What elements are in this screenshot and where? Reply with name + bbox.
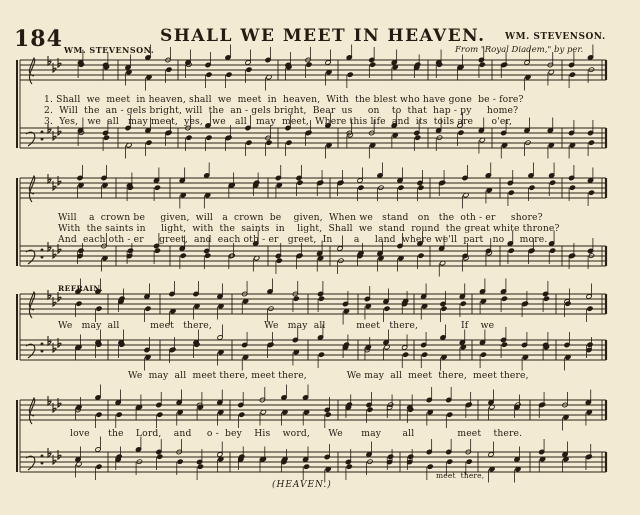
footer-credit: (HEAVEN.) <box>272 480 332 490</box>
refrain-lyric-line1: We may all meet there, We may all meet there, If we <box>58 320 495 331</box>
page-number: 184 <box>14 26 63 52</box>
composer-credit-left: WM. STEVENSON. <box>64 45 155 55</box>
refrain-label: REFRAIN. <box>58 284 104 293</box>
source-credit: From "Royal Diadem," by per. <box>455 45 584 55</box>
hymn-title: SHALL WE MEET IN HEAVEN. <box>160 26 486 46</box>
refrain-lyric-line3: love the Lord, and o - bey His word, We may all meet there. <box>70 428 523 439</box>
refrain-lyric-line2: We may all meet there, meet there, We may all meet there, meet there, <box>128 370 529 381</box>
lyric-system1-verse1: 1. Shall we meet in heaven, shall we meet in heaven, With the blest who have gone be - fore? <box>44 94 524 105</box>
lyric-system2-verse1: Will a crown be given, will a crown be given, When we stand on the oth - er shore? <box>58 212 543 223</box>
refrain-lyric-line4: meet there, <box>436 471 485 480</box>
lyric-system2-verse3: And each oth - er greet, and each oth - er greet, In a land where we'll part no more. <box>58 234 548 245</box>
lyric-system1-verse2: 2. Will the an - gels bright, will the an - gels bright, Bear us on to that hap - py home? <box>44 105 519 116</box>
composer-credit-right: WM. STEVENSON. <box>505 32 606 42</box>
lyric-system2-verse2: With the saints in light, with the saints in light, Shall we stand round the great white throne? <box>58 223 560 234</box>
lyric-system1-verse3: 3. Yes, we all may meet, yes, we all may meet, Where this life and its toils are o'er, <box>44 116 513 127</box>
